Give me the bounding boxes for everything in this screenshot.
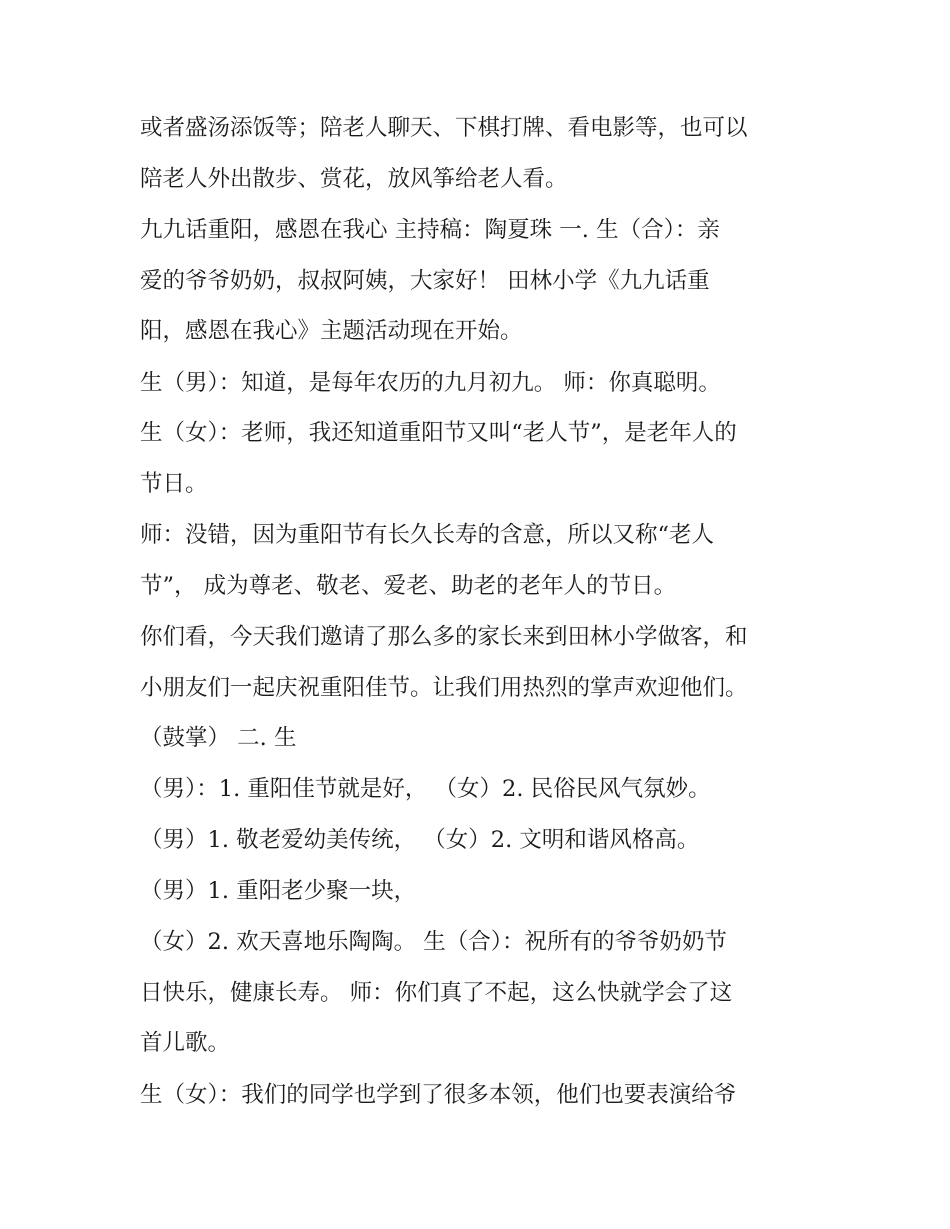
text-line: （鼓掌） 二. 生 [140,725,297,751]
text-line: 生（男）：知道，是每年农历的九月初九。 师：你真聪明。 [140,370,721,396]
text-line: 陪老人外出散步、赏花，放风筝给老人看。 [140,166,568,192]
text-line: 你们看，今天我们邀请了那么多的家长来到田林小学做客，和 [140,624,748,650]
text-line: 生（女）：老师，我还知道重阳节又叫“老人节”，是老年人的 [140,420,737,446]
text-line: 或者盛汤添饭等；陪老人聊天、下棋打牌、看电影等，也可以 [140,115,748,141]
text-line: 首儿歌。 [140,1030,231,1056]
text-line: 日快乐，健康长寿。 师：你们真了不起，这么快就学会了这 [140,980,733,1006]
text-line: 阳，感恩在我心》主题活动现在开始。 [140,318,523,344]
text-line: 小朋友们一起庆祝重阳佳节。让我们用热烈的掌声欢迎他们。 [140,675,748,701]
text-line: （男）：1. 重阳佳节就是好， （女）2. 民俗民风气氛妙。 [140,776,711,802]
text-line: 师：没错，因为重阳节有长久长寿的含意，所以又称“老人 [140,522,715,548]
text-line: 爱的爷爷奶奶，叔叔阿姨，大家好！ 田林小学《九九话重 [140,268,710,294]
text-line: （女）2. 欢天喜地乐陶陶。 生（合）：祝所有的爷爷奶奶节 [140,929,728,955]
text-line: 节”， 成为尊老、敬老、爱老、助老的老年人的节日。 [140,573,677,599]
text-line: 生（女）：我们的同学也学到了很多本领，他们也要表演给爷 [140,1082,737,1108]
text-line: 九九话重阳，感恩在我心 主持稿：陶夏珠 一. 生（合）：亲 [140,217,720,243]
text-line: （男）1. 重阳老少聚一块， [140,878,417,904]
text-line: （男）1. 敬老爱幼美传统， （女）2. 文明和谐风格高。 [140,827,700,853]
text-line: 节日。 [140,471,208,497]
